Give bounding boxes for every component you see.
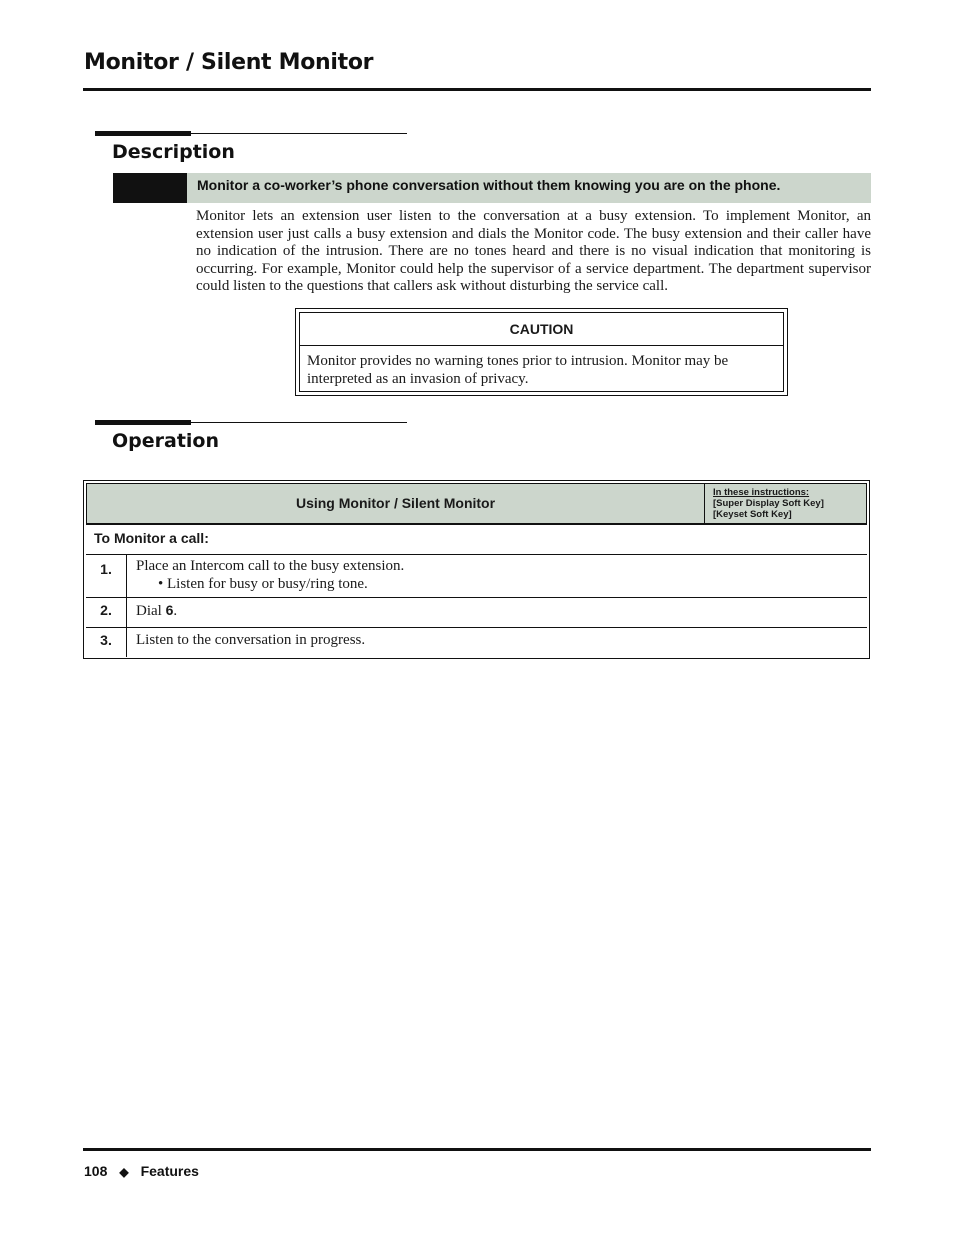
page-footer — [84, 1163, 199, 1179]
page-title: Monitor / Silent Monitor — [84, 50, 374, 75]
instructions-note — [713, 487, 824, 520]
table-row — [86, 627, 867, 657]
step-text: Place an Intercom call to the busy extension. — [136, 558, 405, 574]
instructions-note-label: In these instructions: — [713, 487, 810, 498]
step-number: 1. — [100, 561, 112, 577]
description-heading: Description — [112, 141, 235, 163]
diamond-separator-icon: ◆ — [119, 1165, 129, 1179]
description-rule-thin — [95, 133, 407, 134]
step-number: 2. — [100, 602, 112, 618]
table-row — [86, 554, 867, 598]
step-bullet: • Listen for busy or busy/ring tone. — [158, 576, 368, 592]
table-row — [86, 597, 867, 628]
dial-code: 6 — [165, 602, 174, 618]
instructions-note-super-display: [Super Display Soft Key] — [713, 498, 824, 509]
footer-section: Features — [140, 1163, 199, 1179]
summary-marker — [113, 173, 187, 203]
caution-text: Monitor provides no warning tones prior to intrusion. Monitor may be interpreted as an invasion of privacy. — [307, 353, 729, 387]
step-text: Dial 6. — [136, 602, 178, 619]
summary-text: Monitor a co-worker’s phone conversation without them knowing you are on the phone. — [197, 177, 781, 193]
page-number: 108 — [84, 1163, 108, 1179]
description-body: Monitor lets an extension user listen to the conversation at a busy extension. To implement Monitor, an extension user just calls a busy extension and dials the Monitor code. The busy extension and their caller have no indication of the intrusion. There are no tones heard and there is no visual indication that monitoring is occurring. For example, Monitor could help the supervisor of a service department. The department supervisor could listen to the questions that callers ask without disturbing the service call. — [196, 208, 871, 294]
operation-heading: Operation — [112, 430, 220, 452]
step-text: Listen to the conversation in progress. — [136, 632, 366, 648]
caution-box — [295, 308, 788, 396]
table-subheading: To Monitor a call: — [94, 530, 209, 546]
title-rule — [83, 88, 871, 91]
table-title: Using Monitor / Silent Monitor — [295, 495, 496, 511]
table-row-subheading — [86, 524, 867, 555]
table-header — [86, 483, 867, 524]
footer-rule — [83, 1148, 871, 1151]
operation-rule-thin — [95, 422, 407, 423]
instructions-note-keyset: [Keyset Soft Key] — [713, 509, 792, 520]
step-number: 3. — [100, 632, 112, 648]
summary-bar — [113, 173, 871, 203]
caution-title: CAUTION — [300, 313, 783, 346]
operation-table — [83, 480, 870, 659]
